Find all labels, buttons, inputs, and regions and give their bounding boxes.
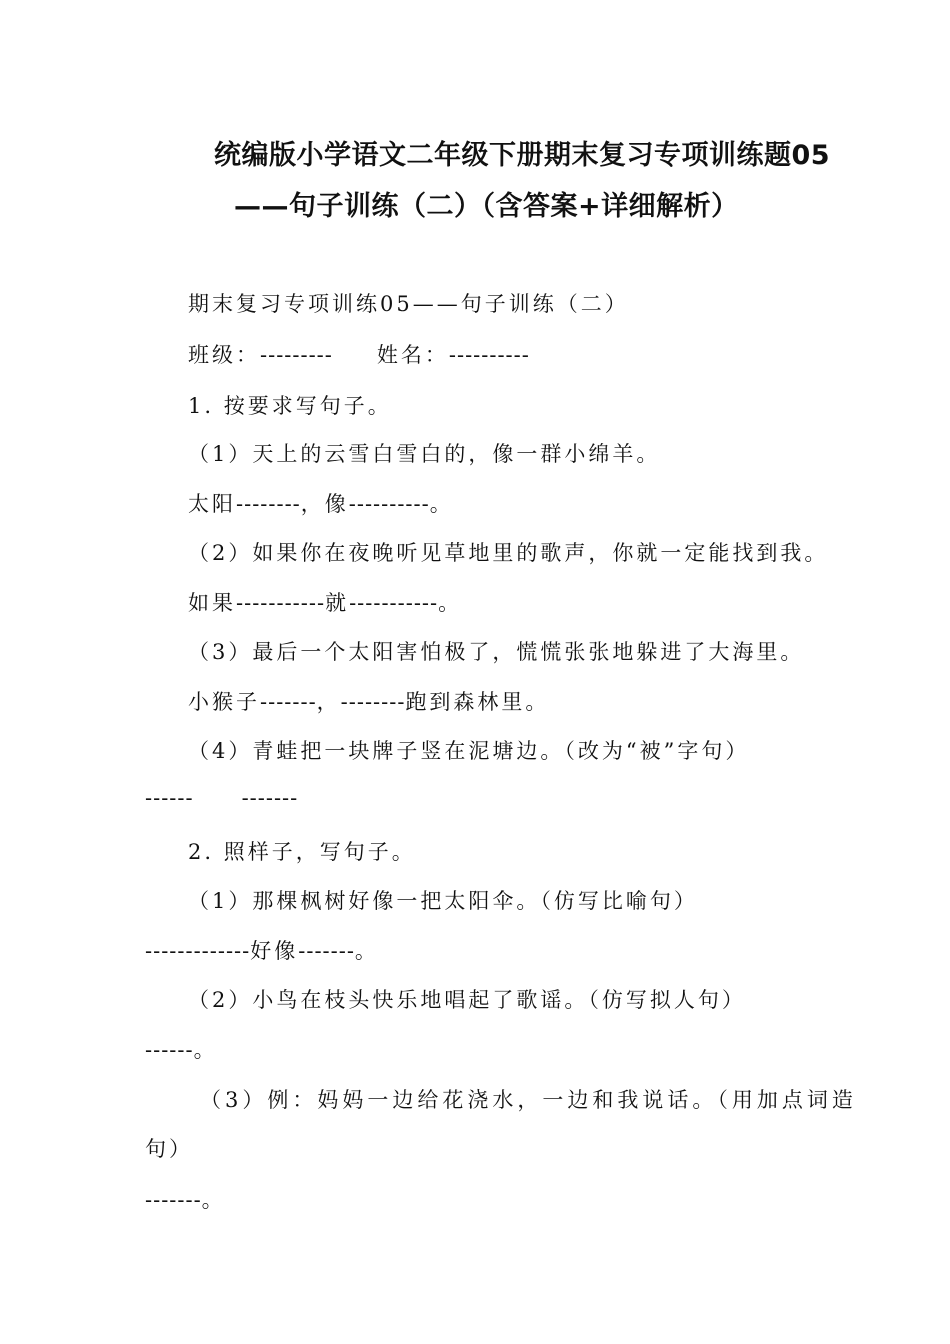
question-1-answer-2 [188,587,462,617]
question-2-sentence-2: （2）小鸟在枝头快乐地唱起了歌谣。（仿写拟人句） [188,988,746,1012]
question-1-sentence-3: （3）最后一个太阳害怕极了，慌慌张张地躲进了大海里。 [188,640,805,664]
worksheet-heading: 期末复习专项训练05——句子训练（二） [188,292,629,316]
answer-text: ， [316,690,341,714]
answer-blank: ---------- [348,492,430,516]
answer-blank: ------- [260,690,317,714]
answer-text: 就 [325,591,350,615]
question-2-prompt: 2. 照样子，写句子。 [188,840,416,864]
question-1-sentence-2: （2）如果你在夜晚听见草地里的歌声，你就一定能找到我。 [188,541,829,565]
class-blank: --------- [260,343,333,367]
answer-blank: ------- [241,786,299,810]
answer-blank: ------ [145,1038,194,1062]
answer-text: 。 [438,591,463,615]
answer-blank: ------- [145,1188,202,1212]
question-2-answer-1 [145,935,379,965]
answer-text: 太阳 [188,492,236,516]
question-2-sentence-1: （1）那棵枫树好像一把太阳伞。（仿写比喻句） [188,889,698,913]
question-1-sentence-4: （4）青蛙把一块牌子竖在泥塘边。（改为“被”字句） [188,739,750,763]
question-1-answer-3 [188,686,549,716]
answer-blank: -------- [340,690,406,714]
answer-blank: ------ [145,786,194,810]
answer-text: 跑到森林里。 [405,690,550,714]
title-line-1: 统编版小学语文二年级下册期末复习专项训练题05 [214,140,831,171]
answer-blank: -------- [236,492,301,516]
answer-text: 好像 [250,939,299,963]
title-line-2: ——句子训练（二）（含答案+详细解析） [234,191,739,222]
question-1-prompt: 1. 按要求写句子。 [188,394,392,418]
student-info-row [188,339,530,369]
class-label: 班级： [188,343,260,367]
question-1-sentence-1: （1）天上的云雪白雪白的，像一群小绵羊。 [188,442,661,466]
answer-blank: ----------- [349,591,439,615]
answer-text: 小猴子 [188,690,260,714]
question-1-answer-4 [145,786,298,810]
question-2-sentence-3-continued: 句） [145,1137,193,1161]
question-2-answer-3 [145,1184,226,1214]
answer-text: ，像 [300,492,349,516]
question-1-answer-1 [188,488,454,518]
answer-blank: ------- [298,939,355,963]
answer-text: 。 [429,492,454,516]
question-2-answer-2 [145,1034,218,1064]
answer-text: 。 [354,939,379,963]
answer-text: 如果 [188,591,236,615]
answer-blank: ------------- [145,939,251,963]
answer-text: 。 [201,1188,226,1212]
question-2-sentence-3: （3）例：妈妈一边给花浇水，一边和我说话。（用加点词造 [200,1088,857,1112]
answer-blank: ----------- [236,591,326,615]
name-blank: ---------- [448,343,530,367]
answer-text: 。 [193,1038,218,1062]
name-label: 姓名： [376,343,449,367]
